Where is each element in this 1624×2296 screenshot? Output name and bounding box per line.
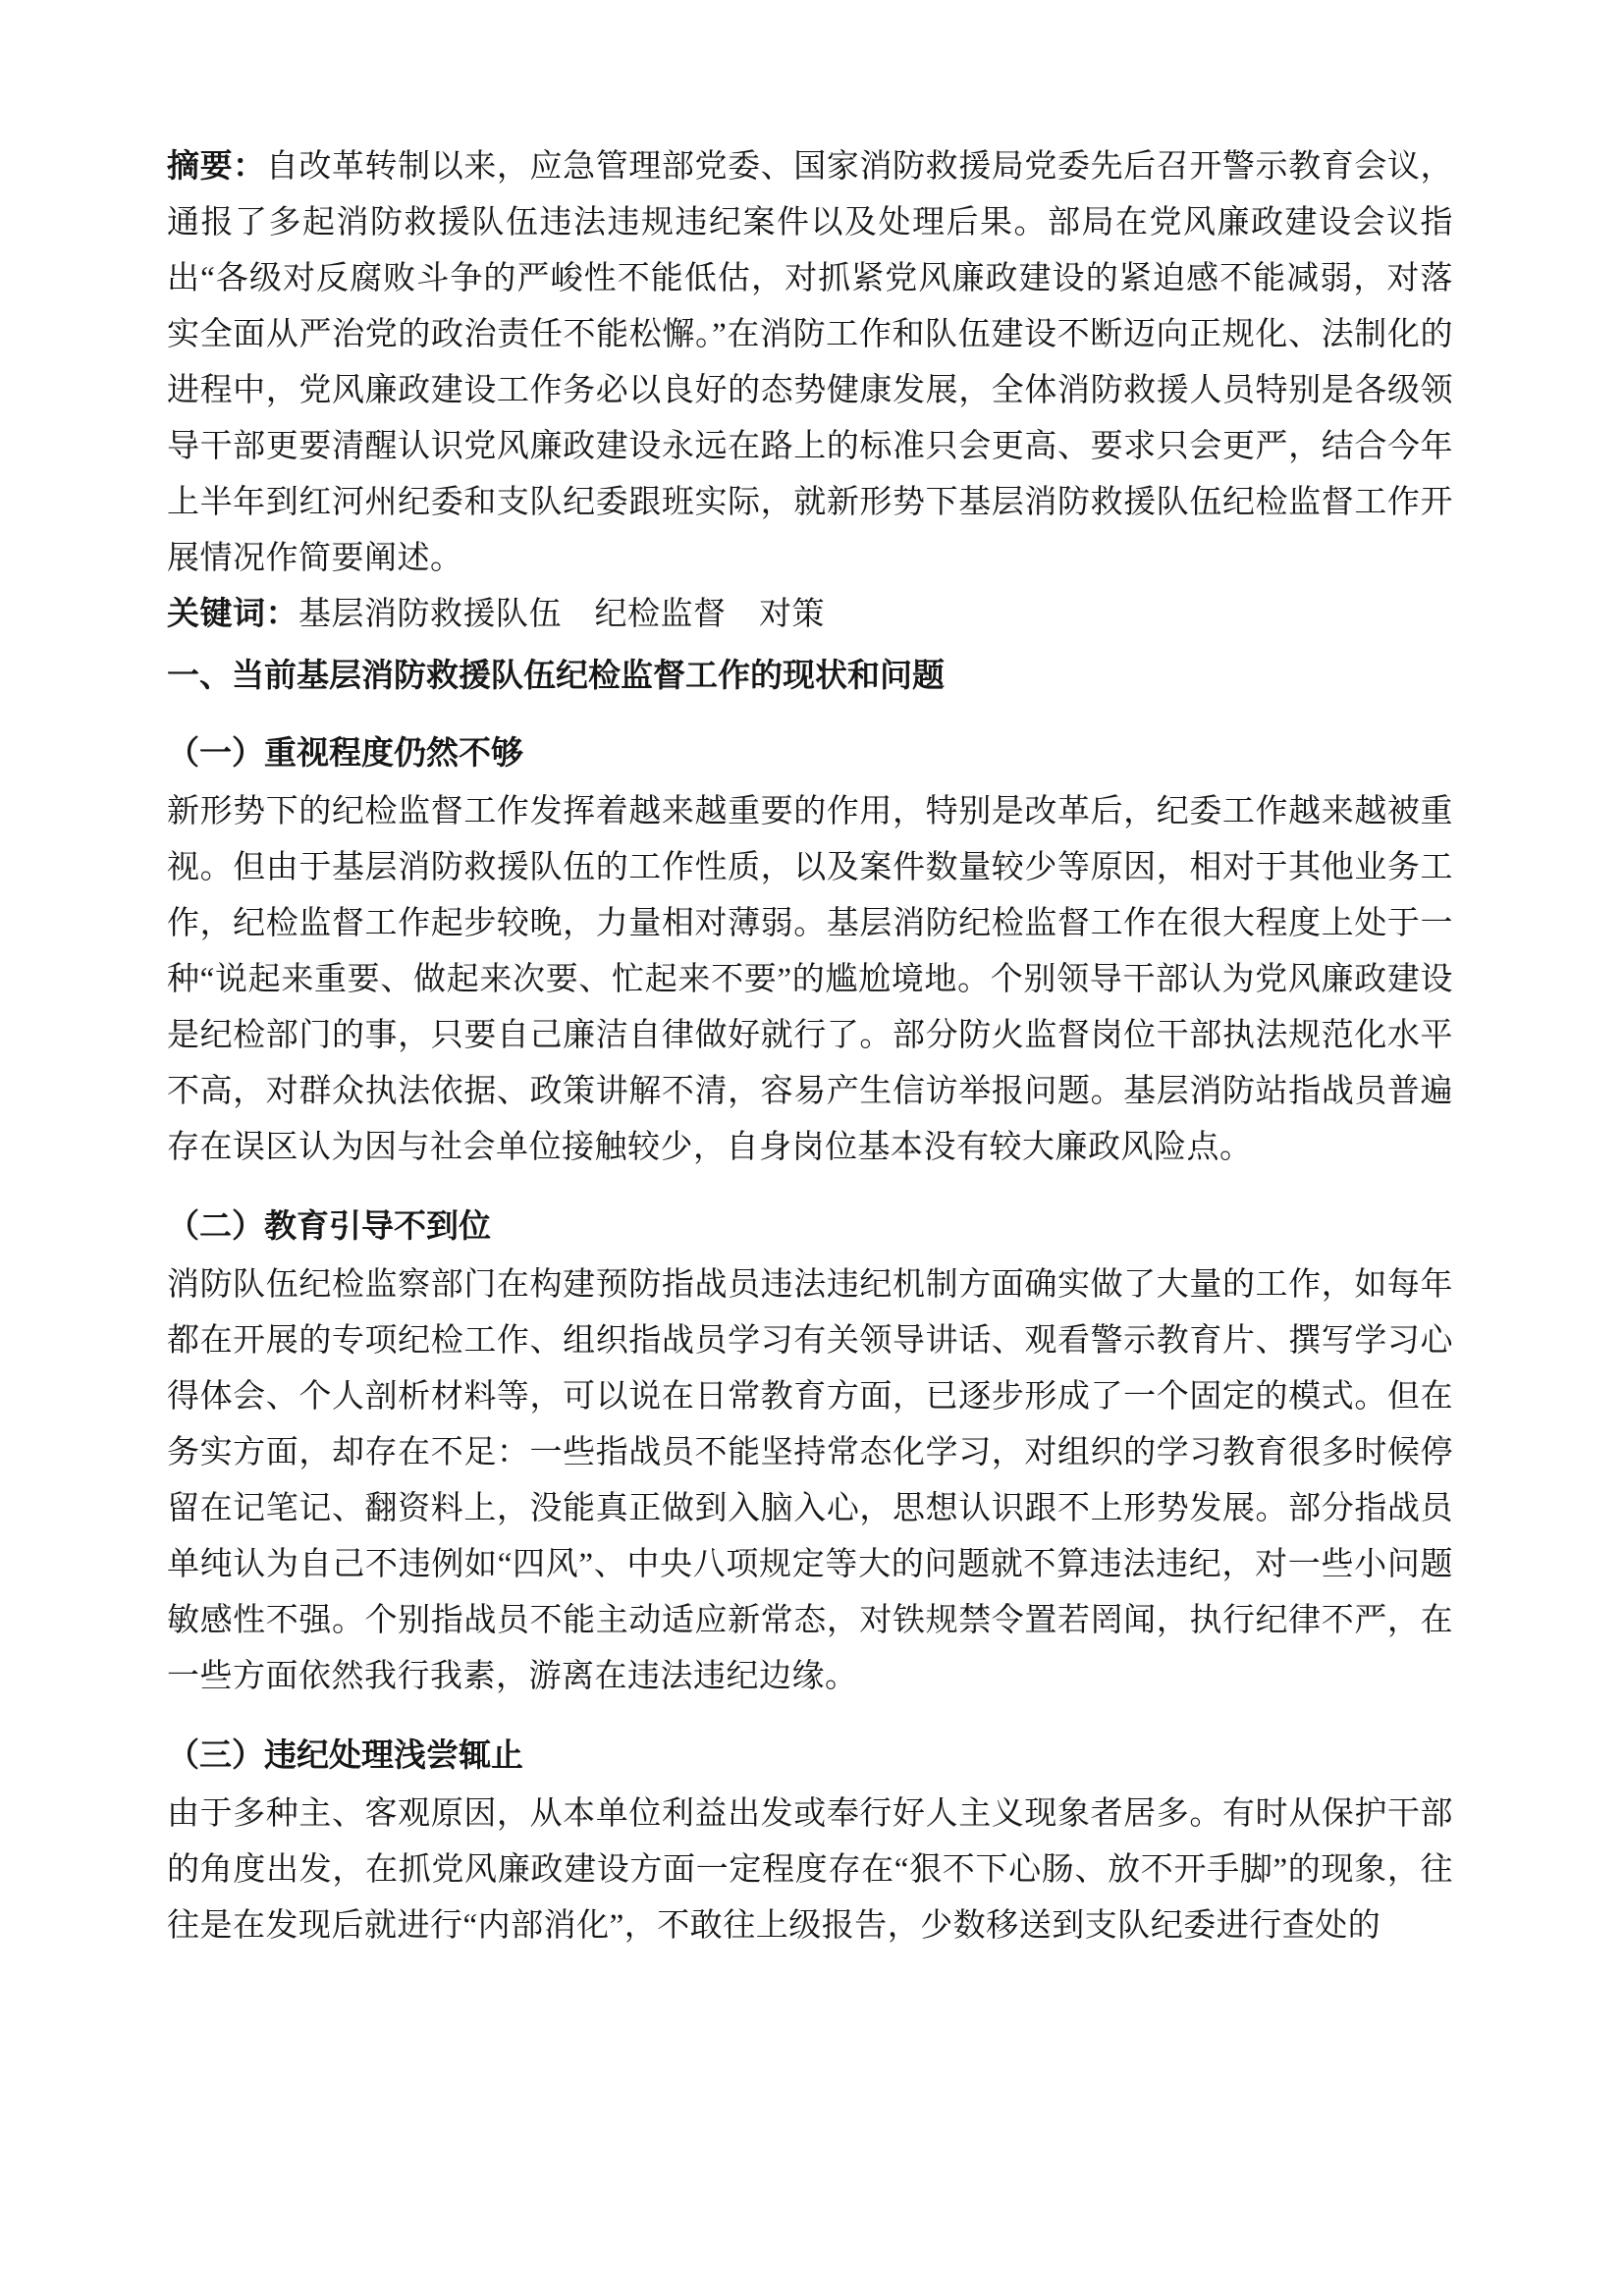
- abstract-paragraph: [167, 139, 1453, 587]
- subsection-heading-1: （一）重视程度仍然不够: [167, 734, 523, 771]
- subsection-heading-3: （三）违纪处理浅尝辄止: [167, 1736, 523, 1773]
- subsection-1-body: 新形势下的纪检监督工作发挥着越来越重要的作用，特别是改革后，纪委工作越来越被重视。但由于基层消防救援队伍的工作性质，以及案件数量较少等原因，相对于其他业务工作，纪检监督工作起步较晚，力量相对薄弱。基层消防纪检监督工作在很大程度上处于一种“说起来重要、做起来次要、忙起来不要”的尴尬境地。个别领导干部认为党风廉政建设是纪检部门的事，只要自己廉洁自律做好就行了。部分防火监督岗位干部执法规范化水平不高，对群众执法依据、政策讲解不清，容易产生信访举报问题。基层消防站指战员普遍存在误区认为因与社会单位接触较少，自身岗位基本没有较大廉政风险点。: [167, 794, 1453, 1165]
- abstract-text: 自改革转制以来，应急管理部党委、国家消防救援局党委先后召开警示教育会议，通报了多起消防救援队伍违法违规违纪案件以及处理后果。部局在党风廉政建设会议指出“各级对反腐败斗争的严峻性不能低估，对抓紧党风廉政建设的紧迫感不能减弱，对落实全面从严治党的政治责任不能松懈。”在消防工作和队伍建设不断迈向正规化、法制化的进程中，党风廉政建设工作务必以良好的态势健康发展，全体消防救援人员特别是各级领导干部更要清醒认识党风廉政建设永远在路上的标准只会更高、要求只会更严，结合今年上半年到红河州纪委和支队纪委跟班实际，就新形势下基层消防救援队伍纪检监督工作开展情况作简要阐述。: [167, 149, 1454, 576]
- subsection-heading-2: （二）教育引导不到位: [167, 1207, 491, 1244]
- subsection-3-body: 由于多种主、客观原因，从本单位利益出发或奉行好人主义现象者居多。有时从保护干部的角度出发，在抓党风廉政建设方面一定程度存在“狠不下心肠、放不开手脚”的现象，往往是在发现后就进行“内部消化”，不敢往上级报告，少数移送到支队纪委进行查处的: [167, 1796, 1453, 1944]
- keywords-label: 关键词：: [167, 597, 298, 632]
- section-heading-1: 一、当前基层消防救援队伍纪检监督工作的现状和问题: [167, 657, 945, 693]
- keywords-text: 基层消防救援队伍 纪检监督 对策: [298, 597, 825, 632]
- keywords-paragraph: [167, 587, 1453, 643]
- abstract-label: 摘要：: [167, 149, 266, 185]
- subsection-2-body: 消防队伍纪检监察部门在构建预防指战员违法违纪机制方面确实做了大量的工作，如每年都在开展的专项纪检工作、组织指战员学习有关领导讲话、观看警示教育片、撰写学习心得体会、个人剖析材料等，可以说在日常教育方面，已逐步形成了一个固定的模式。但在务实方面，却存在不足：一些指战员不能坚持常态化学习，对组织的学习教育很多时候停留在记笔记、翻资料上，没能真正做到入脑入心，思想认识跟不上形势发展。部分指战员单纯认为自己不违例如“四风”、中央八项规定等大的问题就不算违法违纪，对一些小问题敏感性不强。个别指战员不能主动适应新常态，对铁规禁令置若罔闻，执行纪律不严，在一些方面依然我行我素，游离在违法违纪边缘。: [167, 1267, 1453, 1694]
